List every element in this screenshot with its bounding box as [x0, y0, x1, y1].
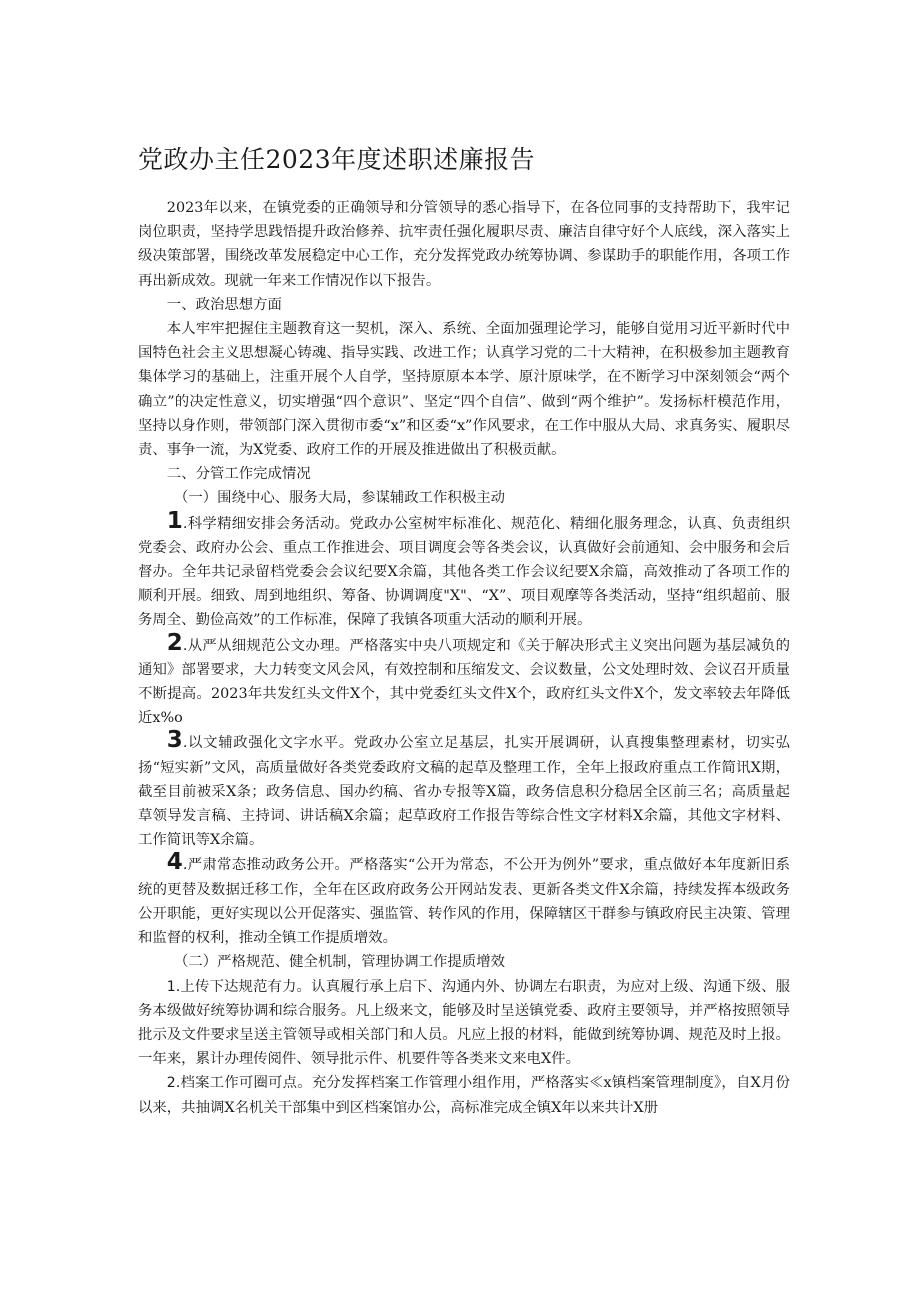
list-item	[138, 1071, 790, 1119]
item-text: .科学精细安排会务活动。党政办公室树牢标准化、规范化、精细化服务理念，认真、负责组织党委会、政府办公会、重点工作推进会、项目调度会等各类会议，认真做好会前通知、会中服务和会后督办。全年共记录留档党委会会议纪要X余篇，其他各类工作会议纪要X余篇，高效推动了各项工作的顺利开展。细致、周到地组织、筹备、协调调度"X"、“X”、项目观摩等各类活动，坚持“组织超前、服务周全、勤俭高效”的工作标准，保障了我镇各项重大活动的顺利开展。	[138, 515, 790, 629]
list-item	[138, 629, 790, 731]
section-heading-work: 二、分管工作完成情况	[166, 466, 311, 483]
item-number: 1	[166, 507, 183, 534]
subsection-heading-2: （二）严格规范、健全机制，管理协调工作提质增效	[174, 954, 505, 971]
section-heading-political: 一、政治思想方面	[166, 296, 282, 313]
section-body-political: 本人牢牢把握住主题教育这一契机，深入、系统、全面加强理论学习，能够自觉用习近平新时代中国特色社会主义思想凝心铸魂、指导实践、改进工作；认真学习党的二十大精神，在积极参加主题教育集体学习的基础上，注重开展个人自学，坚持原原本本学、原汁原味学，在不断学习中深刻领会“两个确立”的决定性意义，切实增强“四个意识”、坚定“四个自信”、做到“两个维护”。发扬标杆模范作用，坚持以身作则，带领部门深入贯彻市委“x”和区委“x”作风要求，在工作中服从大局、求真务实、履职尽责、事争一流，为X党委、政府工作的开展及推进做出了积极贡献。	[138, 321, 790, 459]
item-text: .以文辅政强化文字水平。党政办公室立足基层，扎实开展调研，认真搜集整理素材，切实弘扬“短实新”文风，高质量做好各类党委政府文稿的起草及整理工作，全年上报政府重点工作简讯X期，截至目前被采X条；政务信息、国办约稿、省办专报等X篇，政务信息积分稳居全区前三名；高质量起草领导发言稿、主持词、讲话稿X余篇；起草政府工作报告等综合性文字材料X余篇，其他文字材料、工作简讯等X余篇。	[138, 735, 790, 849]
subsection-heading-1: （一）围绕中心、服务大局，参谋辅政工作积极主动	[174, 490, 505, 507]
item-number: 4	[166, 849, 183, 876]
list-item	[138, 727, 790, 852]
item-number: 3	[166, 727, 183, 754]
list-item	[138, 849, 790, 950]
document-title: 党政办主任2023年度述职述廉报告	[138, 145, 536, 174]
item-number: 1	[166, 978, 176, 995]
list-item	[138, 975, 790, 1072]
intro-paragraph: 2023年以来，在镇党委的正确领导和分管领导的悉心指导下，在各位同事的支持帮助下，我牢记岗位职责，坚持学思践悟提升政治修养、抗牢责任强化履职尽责、廉洁自律守好个人底线，深入落实上级决策部署，围绕改革发展稳定中心工作，充分发挥党政办统筹协调、参谋助手的职能作用，各项工作再出新成效。现就一年来工作情况作以下报告。	[138, 200, 790, 289]
item-text: .档案工作可圈可点。充分发挥档案工作管理小组作用，严格落实≪x镇档案管理制度》，自X月份以来，共抽调X名机关干部集中到区档案馆办公，高标准完成全镇X年以来共计X册	[138, 1075, 790, 1116]
list-item	[138, 507, 790, 633]
item-number: 2	[166, 1075, 176, 1092]
item-text: .上传下达规范有力。认真履行承上启下、沟通内外、协调左右职责，为应对上级、沟通下级、服务本级做好统筹协调和综合服务。凡上级来文，能够及时呈送镇党委、政府主要领导，并严格按照领导批示及文件要求呈送主管领导或相关部门和人员。凡应上报的材料，能做到统筹协调、规范及时上报。一年来，累计办理传阅件、领导批示件、机要件等各类来文来电X件。	[138, 978, 790, 1068]
item-text: .严肃常态推动政务公开。严格落实“公开为常态，不公开为例外”要求，重点做好本年度新旧系统的更替及数据迁移工作，全年在区政府政务公开网站发表、更新各类文件X余篇，持续发挥本级政务公开职能，更好实现以公开促落实、强监管、转作风的作用，保障辖区干群参与镇政府民主决策、管理和监督的权利，推动全镇工作提质增效。	[138, 857, 790, 947]
item-text: .从严从细规范公文办理。严格落实中央八项规定和《关于解决形式主义突出问题为基层减负的通知》部署要求，大力转变文风会风，有效控制和压缩发文、会议数量，公文处理时效、会议召开质量不断提高。2023年共发红头文件X个，其中党委红头文件X个，政府红头文件X个，发文率较去年降低近x%o	[138, 637, 790, 727]
item-number: 2	[166, 629, 183, 656]
